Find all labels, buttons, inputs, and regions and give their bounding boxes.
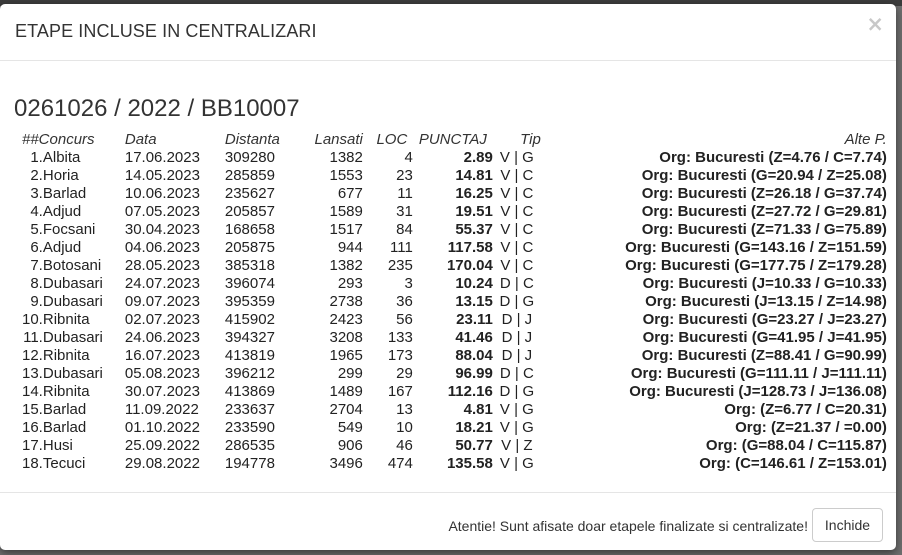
cell-distanta: 396074 — [224, 275, 275, 292]
cell-loc: 13 — [396, 401, 413, 418]
cell-punctaj: 112.16 — [447, 383, 493, 400]
cell-lansati: 3496 — [329, 455, 363, 472]
cell-alte: Org: Bucuresti (G=111.11 / J=111.11) — [630, 365, 887, 382]
cell-tip: V | G — [499, 455, 534, 472]
header-alte: Alte P. — [844, 131, 887, 148]
cell-lansati: 2738 — [329, 293, 363, 310]
table-row — [22, 293, 887, 311]
table-row — [22, 167, 887, 185]
results-body — [22, 149, 887, 473]
contest-name: Adjud — [42, 203, 82, 220]
cell-punctaj: 96.99 — [455, 365, 493, 382]
inchide-button[interactable]: Inchide — [812, 508, 883, 542]
cell-data: 29.08.2022 — [124, 455, 200, 472]
row-number: 5. — [30, 221, 43, 238]
cell-tip: V | C — [500, 257, 534, 274]
cell-distanta: 413819 — [224, 347, 275, 364]
row-number: 11. — [23, 329, 43, 346]
modal-footer — [0, 492, 896, 550]
cell-punctaj: 14.81 — [455, 167, 493, 184]
row-number: 4. — [30, 203, 43, 220]
cell-alte: Org: Bucuresti (G=20.94 / Z=25.08) — [641, 167, 887, 184]
contest-name: Botosani — [42, 257, 102, 274]
cell-lansati: 1553 — [329, 167, 363, 184]
cell-alte: Org: (C=146.61 / Z=153.01) — [699, 455, 887, 472]
cell-alte: Org: Bucuresti (G=41.95 / J=41.95) — [642, 329, 887, 346]
cell-data: 30.07.2023 — [124, 383, 200, 400]
table-row — [22, 311, 887, 329]
table-row — [22, 455, 887, 473]
results-table — [22, 131, 887, 473]
cell-alte: Org: Bucuresti (G=143.16 / Z=151.59) — [625, 239, 887, 256]
cell-data: 24.06.2023 — [124, 329, 200, 346]
cell-lansati: 677 — [337, 185, 363, 202]
cell-distanta: 309280 — [224, 149, 275, 166]
cell-data: 24.07.2023 — [124, 275, 200, 292]
contest-name: Focsani — [42, 221, 96, 238]
cell-alte: Org: Bucuresti (J=13.15 / Z=14.98) — [645, 293, 887, 310]
cell-punctaj: 170.04 — [446, 257, 493, 274]
contest-name: Dubasari — [42, 275, 103, 292]
cell-punctaj: 2.89 — [463, 149, 493, 166]
cell-concurs — [22, 401, 125, 419]
cell-distanta: 395359 — [224, 293, 275, 310]
header-tip: Tip — [520, 131, 541, 148]
table-row — [22, 419, 887, 437]
header-concurs: ##Concurs — [22, 131, 95, 148]
cell-punctaj: 13.15 — [455, 293, 493, 310]
cell-data: 17.06.2023 — [124, 149, 200, 166]
cell-lansati: 2704 — [329, 401, 363, 418]
header-lansati: Lansati — [314, 131, 363, 148]
cell-loc: 29 — [396, 365, 413, 382]
row-number: 8. — [30, 275, 43, 292]
cell-loc: 3 — [404, 275, 413, 292]
contest-name: Barlad — [42, 419, 87, 436]
cell-concurs — [22, 257, 125, 275]
cell-data: 02.07.2023 — [124, 311, 200, 328]
cell-concurs — [22, 149, 125, 167]
cell-alte: Org: (G=88.04 / C=115.87) — [705, 437, 887, 454]
table-row — [22, 401, 887, 419]
table-row — [22, 257, 887, 275]
cell-tip: V | Z — [501, 437, 533, 454]
cell-loc: 23 — [396, 167, 413, 184]
cell-data: 09.07.2023 — [124, 293, 200, 310]
cell-tip: D | J — [501, 347, 533, 364]
cell-loc: 111 — [390, 239, 413, 256]
contest-name: Barlad — [42, 185, 87, 202]
row-number: 15. — [22, 401, 43, 418]
table-row — [22, 383, 887, 401]
cell-lansati: 299 — [337, 365, 363, 382]
modal-title: ETAPE INCLUSE IN CENTRALIZARI — [15, 21, 317, 41]
cell-lansati: 1517 — [329, 221, 363, 238]
cell-punctaj: 50.77 — [455, 437, 493, 454]
cell-concurs — [22, 311, 125, 329]
cell-distanta: 394327 — [224, 329, 275, 346]
cell-lansati: 944 — [337, 239, 363, 256]
cell-distanta: 413869 — [224, 383, 275, 400]
row-number: 10. — [22, 311, 43, 328]
cell-tip: D | C — [499, 275, 534, 292]
cell-tip: V | G — [499, 149, 534, 166]
table-row — [22, 185, 887, 203]
header-distanta: Distanta — [224, 131, 280, 148]
cell-alte: Org: (Z=21.37 / =0.00) — [735, 419, 887, 436]
cell-distanta: 233590 — [224, 419, 275, 436]
cell-loc: 10 — [396, 419, 413, 436]
cell-concurs — [22, 221, 125, 239]
cell-lansati: 1382 — [329, 149, 363, 166]
cell-punctaj: 4.81 — [463, 401, 493, 418]
cell-concurs — [22, 455, 125, 473]
cell-lansati: 1965 — [329, 347, 363, 364]
cell-tip: V | C — [500, 203, 534, 220]
row-number: 13. — [22, 365, 43, 382]
cell-loc: 4 — [404, 149, 413, 166]
cell-distanta: 194778 — [224, 455, 275, 472]
row-number: 2. — [30, 167, 43, 184]
cell-data: 30.04.2023 — [124, 221, 200, 238]
cell-distanta: 286535 — [224, 437, 275, 454]
contest-name: Adjud — [42, 239, 82, 256]
cell-loc: 133 — [387, 329, 413, 346]
cell-data: 28.05.2023 — [124, 257, 200, 274]
cell-alte: Org: (Z=6.77 / C=20.31) — [724, 401, 887, 418]
table-row — [22, 221, 887, 239]
cell-data: 10.06.2023 — [124, 185, 200, 202]
cell-loc: 46 — [396, 437, 413, 454]
cell-lansati: 906 — [337, 437, 363, 454]
cell-tip: V | G — [499, 419, 534, 436]
cell-punctaj: 41.46 — [455, 329, 493, 346]
cell-loc: 167 — [387, 383, 413, 400]
cell-distanta: 415902 — [224, 311, 275, 328]
contest-name: Horia — [42, 167, 79, 184]
cell-concurs — [22, 365, 125, 383]
table-row — [22, 347, 887, 365]
table-row — [22, 203, 887, 221]
cell-distanta: 235627 — [224, 185, 275, 202]
cell-punctaj: 135.58 — [446, 455, 493, 472]
cell-punctaj: 55.37 — [455, 221, 493, 238]
cell-distanta: 205875 — [224, 239, 275, 256]
cell-tip: D | J — [501, 329, 533, 346]
header-loc: LOC — [376, 131, 408, 148]
cell-alte: Org: Bucuresti (J=10.33 / G=10.33) — [642, 275, 887, 292]
cell-distanta: 233637 — [224, 401, 275, 418]
cell-punctaj: 117.58 — [447, 239, 493, 256]
footer-note: Atentie! Sunt afisate doar etapele finalizate si centralizate! — [448, 518, 808, 534]
pigeon-id-title: 0261026 / 2022 / BB10007 — [14, 95, 300, 122]
cell-tip: D | G — [499, 383, 535, 400]
cell-lansati: 3208 — [329, 329, 363, 346]
header-data: Data — [124, 131, 157, 148]
cell-data: 01.10.2022 — [124, 419, 200, 436]
cell-distanta: 396212 — [224, 365, 275, 382]
header-punctaj: PUNCTAJ — [418, 131, 487, 148]
cell-data: 16.07.2023 — [124, 347, 200, 364]
table-header-row — [22, 131, 887, 149]
table-row — [22, 275, 887, 293]
contest-name: Barlad — [42, 401, 87, 418]
row-number: 9. — [30, 293, 43, 310]
cell-concurs — [22, 239, 125, 257]
cell-data: 14.05.2023 — [124, 167, 200, 184]
row-number: 16. — [22, 419, 43, 436]
cell-concurs — [22, 419, 125, 437]
cell-alte: Org: Bucuresti (G=23.27 / J=23.27) — [642, 311, 887, 328]
contest-name: Husi — [42, 437, 73, 454]
cell-alte: Org: Bucuresti (Z=88.41 / G=90.99) — [641, 347, 887, 364]
row-number: 3. — [30, 185, 43, 202]
cell-loc: 84 — [396, 221, 413, 238]
cell-loc: 11 — [397, 185, 413, 202]
cell-tip: V | C — [500, 239, 534, 256]
cell-loc: 474 — [387, 455, 413, 472]
cell-loc: 31 — [396, 203, 413, 220]
cell-loc: 173 — [387, 347, 413, 364]
cell-alte: Org: Bucuresti (Z=4.76 / C=7.74) — [659, 149, 887, 166]
cell-alte: Org: Bucuresti (Z=71.33 / G=75.89) — [641, 221, 887, 238]
table-row — [22, 149, 887, 167]
close-icon[interactable]: × — [866, 12, 884, 36]
table-row — [22, 239, 887, 257]
table-row — [22, 437, 887, 455]
cell-punctaj: 18.21 — [455, 419, 493, 436]
contest-name: Albita — [42, 149, 81, 166]
contest-name: Dubasari — [42, 293, 103, 310]
cell-tip: D | G — [499, 293, 535, 310]
cell-loc: 36 — [396, 293, 413, 310]
cell-data: 25.09.2022 — [124, 437, 200, 454]
stages-modal — [0, 4, 896, 550]
cell-tip: V | C — [500, 185, 534, 202]
cell-data: 05.08.2023 — [124, 365, 200, 382]
cell-concurs — [22, 293, 125, 311]
cell-concurs — [22, 329, 125, 347]
contest-name: Ribnita — [42, 347, 90, 364]
modal-header — [0, 4, 896, 61]
cell-concurs — [22, 347, 125, 365]
contest-name: Ribnita — [42, 383, 90, 400]
cell-distanta: 205857 — [224, 203, 275, 220]
cell-tip: D | C — [499, 365, 534, 382]
cell-punctaj: 19.51 — [455, 203, 493, 220]
row-number: 6. — [30, 239, 43, 256]
cell-lansati: 1589 — [329, 203, 363, 220]
cell-data: 07.05.2023 — [124, 203, 200, 220]
cell-punctaj: 10.24 — [455, 275, 493, 292]
row-number: 1. — [30, 149, 43, 166]
row-number: 12. — [22, 347, 43, 364]
cell-distanta: 285859 — [224, 167, 275, 184]
cell-alte: Org: Bucuresti (Z=27.72 / G=29.81) — [641, 203, 887, 220]
cell-punctaj: 88.04 — [455, 347, 493, 364]
table-row — [22, 329, 887, 347]
contest-name: Tecuci — [42, 455, 86, 472]
cell-tip: V | G — [499, 401, 534, 418]
row-number: 17. — [22, 437, 43, 454]
cell-data: 04.06.2023 — [124, 239, 200, 256]
cell-punctaj: 16.25 — [455, 185, 493, 202]
cell-alte: Org: Bucuresti (Z=26.18 / G=37.74) — [641, 185, 887, 202]
cell-lansati: 1489 — [329, 383, 363, 400]
cell-lansati: 549 — [337, 419, 363, 436]
cell-concurs — [22, 383, 125, 401]
cell-punctaj: 23.11 — [456, 311, 493, 328]
cell-tip: V | C — [500, 167, 534, 184]
cell-alte: Org: Bucuresti (J=128.73 / J=136.08) — [629, 383, 887, 400]
cell-lansati: 293 — [337, 275, 363, 292]
cell-concurs — [22, 275, 125, 293]
row-number: 14. — [22, 383, 43, 400]
cell-data: 11.09.2022 — [124, 401, 199, 418]
cell-distanta: 385318 — [224, 257, 275, 274]
contest-name: Dubasari — [42, 329, 103, 346]
cell-concurs — [22, 203, 125, 221]
cell-concurs — [22, 185, 125, 203]
cell-loc: 56 — [396, 311, 413, 328]
cell-tip: V | C — [500, 221, 534, 238]
cell-loc: 235 — [387, 257, 413, 274]
cell-lansati: 1382 — [329, 257, 363, 274]
table-row — [22, 365, 887, 383]
cell-tip: D | J — [501, 311, 533, 328]
cell-lansati: 2423 — [329, 311, 363, 328]
contest-name: Dubasari — [42, 365, 103, 382]
cell-concurs — [22, 167, 125, 185]
row-number: 18. — [22, 455, 43, 472]
cell-concurs — [22, 437, 125, 455]
cell-alte: Org: Bucuresti (G=177.75 / Z=179.28) — [625, 257, 887, 274]
row-number: 7. — [30, 257, 43, 274]
contest-name: Ribnita — [42, 311, 90, 328]
cell-distanta: 168658 — [224, 221, 275, 238]
